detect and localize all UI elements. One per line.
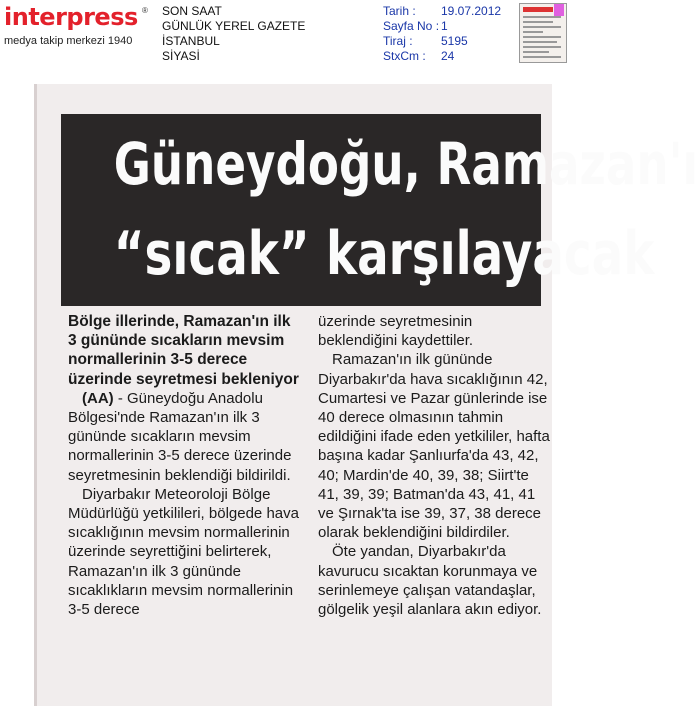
publication-city: İSTANBUL: [162, 34, 220, 48]
headline-banner: [61, 114, 698, 306]
meta-value: 24: [441, 49, 455, 63]
article-paragraph-4: Ramazan'ın ilk gününde Diyarbakır'da hava sıcaklığının 42, Cumartesi ve Pazar günlerinde ise 40 derece olmasının tahmin edildiğini ifade eden yetkililer, hafta başına kadar Şanlıurfa'da 43, 42, 40; Mardin'de 40, 39, 38; Siirt'te 41, 39, 39; Batman'da 43, 41, 41 ve Şırnak'ta ise 39, 37, 38 derece olarak beklendiğini bildirdiler.: [318, 351, 550, 542]
article-lead: Bölge illerinde, Ramazan'ın ilk 3 gününde sıcakların mevsim normallerinin 3-5 derece üzerinde seyretmesi bekleniyor: [68, 313, 299, 388]
article-paragraph-3: üzerinde seyretmesinin beklendiğini kaydettiler.: [318, 313, 474, 350]
news-agency: (AA): [82, 389, 114, 407]
headline-line-2: “sıcak” karşılayacak: [113, 219, 655, 289]
meta-label: Sayfa No :: [383, 19, 440, 33]
logo-tagline: medya takip merkezi 1940: [4, 35, 133, 47]
publication-name: SON SAAT: [162, 4, 222, 18]
article-column-right: [318, 312, 550, 619]
article-paragraph-2: Diyarbakır Meteoroloji Bölge Müdürlüğü yetkilileri, bölgede hava sıcaklığının mevsim normallerinin üzerinde seyrettiğini belirterek, Ramazan'ın ilk 3 gününde sıcaklıkların mevsim normallerinin 3-5 derece: [68, 485, 299, 619]
clipping-edge: [34, 84, 37, 706]
meta-value: 19.07.2012: [441, 4, 502, 18]
article-paragraph-5: Öte yandan, Diyarbakır'da kavurucu sıcaktan korunmaya ve serinlemeye çalışan vatandaşlar, gölgelik yeşil alanlara akın ediyor.: [318, 543, 542, 619]
headline-line-1: Güneydoğu, Ramazan'ı: [113, 130, 698, 198]
paragraph-1-text: - Güneydoğu Anadolu Bölgesi'nde Ramazan'ın ilk 3 gününde sıcakların mevsim normallerinin 3-5 derece üzerinde seyretmesinin beklendiği bildirildi.: [68, 389, 292, 484]
logo-wordmark: interpress: [4, 3, 138, 31]
publication-info: [162, 4, 305, 64]
article-column-left: [68, 312, 300, 619]
meta-label: Tiraj :: [383, 34, 413, 48]
publication-category: SİYASİ: [162, 49, 200, 63]
meta-value: 1: [441, 19, 448, 33]
article-paragraph-1: [68, 389, 300, 485]
meta-value: 5195: [441, 34, 468, 48]
thumbnail-highlight-marker: [554, 4, 564, 16]
registered-mark-icon: ®: [142, 6, 148, 15]
meta-label: StxCm :: [383, 49, 426, 63]
publication-type: GÜNLÜK YEREL GAZETE: [162, 19, 306, 33]
thumbnail-masthead: [523, 7, 553, 12]
interpress-logo: [4, 4, 150, 56]
meta-label: Tarih :: [383, 4, 416, 18]
